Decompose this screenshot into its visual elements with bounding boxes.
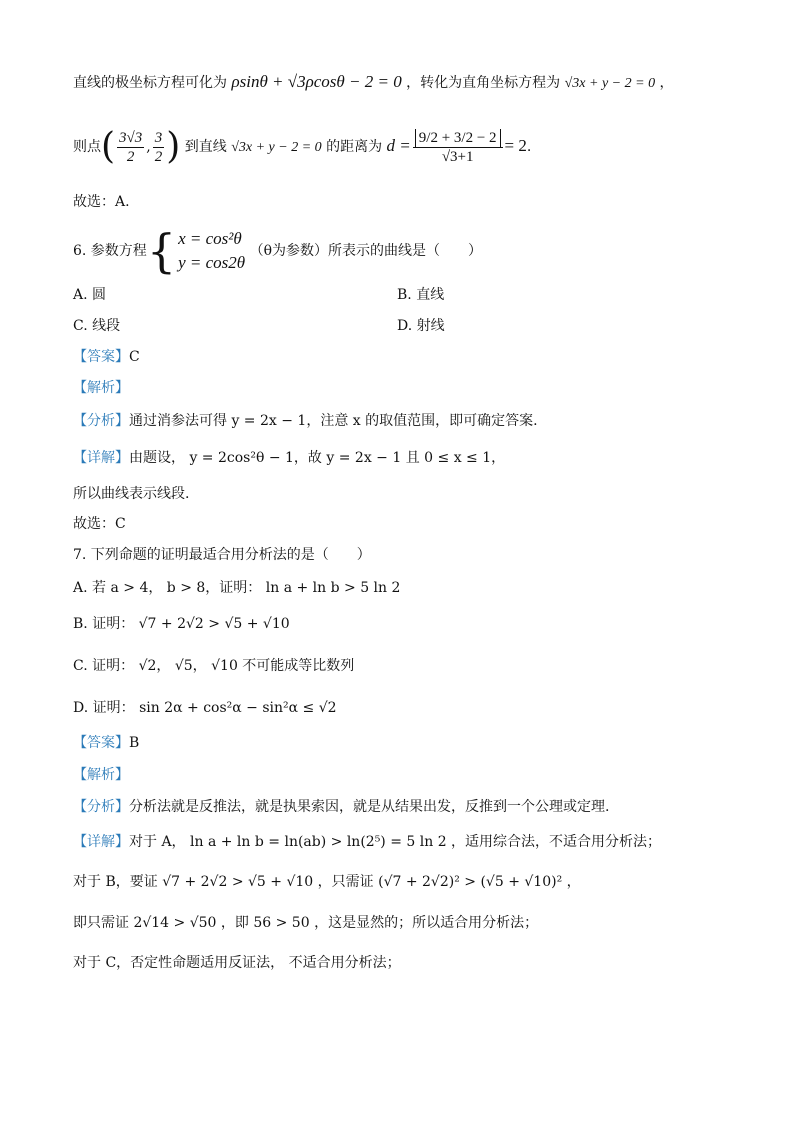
eq2: y = cos2θ: [178, 253, 246, 272]
text: 6. 参数方程: [73, 243, 147, 259]
math-d: d =: [386, 136, 411, 155]
question-7: 7. 下列命题的证明最适合用分析法的是（ ）: [73, 547, 371, 563]
answer-tag: 【答案】: [73, 349, 129, 365]
analysis-text: 通过消参法可得 y = 2x − 1，注意 x 的取值范围，即可确定答案.: [129, 413, 538, 429]
answer-tag: 【答案】: [73, 735, 129, 751]
math-line-eq: √3x + y − 2 = 0: [231, 140, 322, 155]
detail-text: 对于 A， ln a + ln b = ln(ab) > ln(2⁵) = 5 ln 2 ，适用综合法，不适合用分析法；: [129, 834, 662, 850]
paren: ): [166, 126, 181, 167]
math-result: = 2: [504, 136, 527, 155]
paren: (: [101, 126, 116, 167]
q6-analysis: [73, 411, 538, 431]
text-line-polar: [73, 72, 674, 94]
text: ，: [659, 75, 674, 91]
q6-choice: 故选：C: [73, 516, 126, 532]
text: .: [526, 139, 532, 155]
text: 则点: [73, 139, 101, 155]
q7-analysis-tag: 【解析】: [73, 767, 129, 783]
answer-value: C: [129, 349, 140, 365]
q6-answer: [73, 347, 140, 367]
text: 到直线: [184, 139, 227, 155]
q7-answer: [73, 733, 139, 753]
q6-option-d: D. 射线: [397, 318, 445, 334]
text: ，转化为直角坐标方程为: [406, 75, 561, 91]
question-6: [73, 226, 482, 276]
fraction-distance: $\frac{9/2 + 3/2 - 2}{√3+1}$: [413, 129, 503, 166]
text-choice-a: 故选：A.: [73, 194, 130, 210]
analysis-text: 分析法就是反推法，就是执果索因，就是从结果出发，反推到一个公理或定理.: [129, 799, 610, 815]
detail-text: 由题设， y = 2cos²θ − 1，故 y = 2x − 1 且 0 ≤ x ≤ 1，: [129, 450, 506, 466]
q7-option-d: D. 证明： sin 2α + cos²α − sin²α ≤ √2: [73, 700, 337, 716]
eq1: x = cos²θ: [178, 229, 242, 248]
q7-detail: [73, 832, 661, 852]
q7-detail-c: 对于 C，否定性命题适用反证法， 不适合用分析法；: [73, 955, 401, 971]
text-line-distance: 则点( $\frac{3√3}{2}$ , $\frac{3}{2}$ ) 到直线 √3x + y − 2 = 0 的距离为 d = $\frac{9/2 + 3/2 - 2}{√3+1}$ = 2.: [73, 126, 532, 167]
answer-value: B: [129, 735, 140, 751]
param-system: [178, 227, 245, 275]
detail-tag: 【详解】: [73, 834, 129, 850]
q7-option-c: C. 证明： √2， √5， √10 不可能成等比数列: [73, 658, 355, 674]
fraction-point-y: $\frac{3}{2}$: [154, 129, 163, 165]
q7-option-b: B. 证明： √7 + 2√2 > √5 + √10: [73, 616, 290, 632]
brace: {: [146, 224, 177, 278]
q6-option-a: A. 圆: [73, 287, 107, 303]
q7-detail-b1: 对于 B，要证 √7 + 2√2 > √5 + √10 ，只需证 (√7 + 2√2)² > (√5 + √10)² ，: [73, 874, 581, 890]
q6-conclusion: 所以曲线表示线段.: [73, 486, 190, 502]
q6-analysis-tag: 【解析】: [73, 380, 129, 396]
math-polar-eq: ρsinθ + √3ρcosθ − 2 = 0: [231, 72, 402, 91]
q7-option-a: A. 若 a > 4， b > 8，证明： ln a + ln b > 5 ln 2: [73, 580, 401, 596]
fraction-point-x: $\frac{3√3}{2}$: [119, 129, 143, 165]
math-rect-eq: √3x + y − 2 = 0: [564, 76, 656, 91]
q7-detail-b2: 即只需证 2√14 > √50 ，即 56 > 50 ，这是显然的；所以适合用分析法；: [73, 915, 539, 931]
q6-option-b: B. 直线: [397, 287, 445, 303]
analysis-tag: 【分析】: [73, 799, 129, 815]
q6-detail: [73, 448, 505, 468]
text: 的距离为: [326, 139, 383, 155]
detail-tag: 【详解】: [73, 450, 129, 466]
q6-option-c: C. 线段: [73, 318, 121, 334]
q7-analysis: [73, 797, 609, 817]
text: 直线的极坐标方程可化为: [73, 75, 227, 91]
text: （θ为参数）所表示的曲线是（ ）: [249, 243, 483, 259]
analysis-tag: 【分析】: [73, 413, 129, 429]
